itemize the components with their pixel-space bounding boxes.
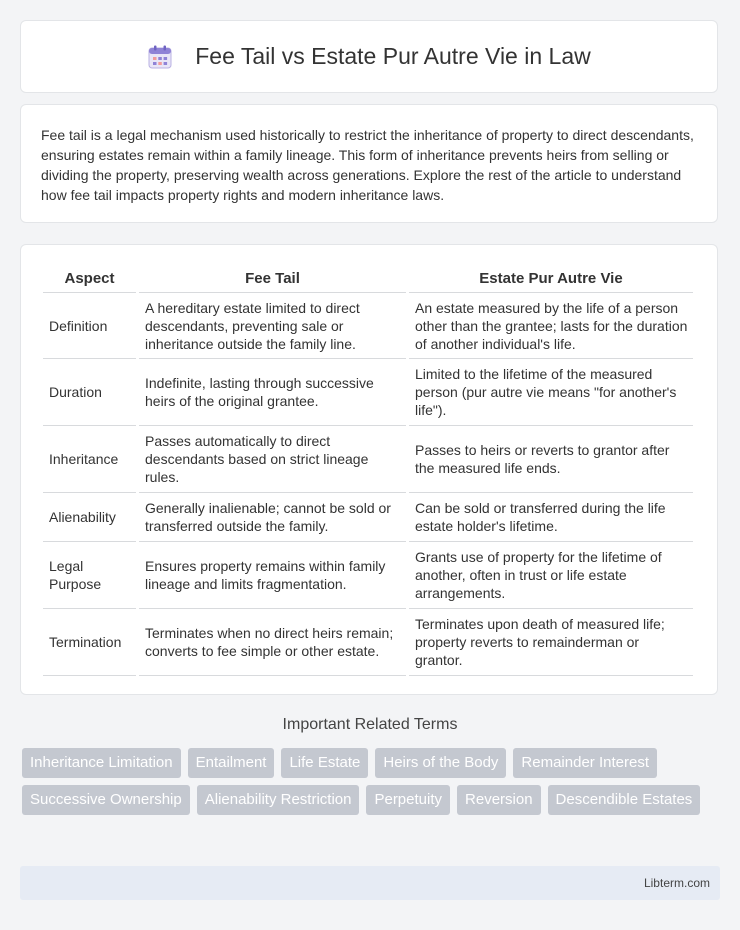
intro-card [20,104,718,223]
cell-pur-autre-vie: Can be sold or transferred during the life estate holder's lifetime. [409,493,693,542]
table-row [43,359,693,426]
cell-fee-tail: A hereditary estate limited to direct descendants, preventing sale or inheritance outside the family line. [139,293,406,359]
cell-fee-tail: Ensures property remains within family lineage and limits fragmentation. [139,542,406,609]
related-term-chip[interactable]: Inheritance Limitation [22,748,181,778]
comparison-table-card [20,244,718,695]
related-term-chip[interactable]: Descendible Estates [548,785,701,815]
cell-aspect: Definition [43,293,136,359]
cell-aspect: Termination [43,609,136,676]
related-term-chip[interactable]: Alienability Restriction [197,785,360,815]
cell-aspect: Duration [43,359,136,426]
related-term-chip[interactable]: Heirs of the Body [375,748,506,778]
related-term-chip[interactable]: Entailment [188,748,275,778]
calendar-icon [147,44,173,70]
comparison-table [40,267,696,676]
table-row [43,426,693,493]
cell-fee-tail: Generally inalienable; cannot be sold or transferred outside the family. [139,493,406,542]
related-term-chip[interactable]: Reversion [457,785,541,815]
header-card [20,20,718,93]
cell-fee-tail: Passes automatically to direct descendants based on strict lineage rules. [139,426,406,493]
table-row [43,542,693,609]
cell-aspect: Inheritance [43,426,136,493]
related-terms-list [22,748,722,822]
cell-pur-autre-vie: An estate measured by the life of a person other than the grantee; lasts for the duration of another individual's life. [409,293,693,359]
cell-pur-autre-vie: Passes to heirs or reverts to grantor after the measured life ends. [409,426,693,493]
cell-pur-autre-vie: Terminates upon death of measured life; property reverts to remainderman or grantor. [409,609,693,676]
related-term-chip[interactable]: Successive Ownership [22,785,190,815]
intro-paragraph: Fee tail is a legal mechanism used historically to restrict the inheritance of property to direct descendants, ensuring estates remain within a family lineage. This form of inheritance prevents heirs from selling or dividing the property, preserving wealth across generations. Explore the rest of the article to understand how fee tail impacts property rights and modern inheritance laws. [41,127,694,203]
table-row [43,493,693,542]
related-term-chip[interactable]: Life Estate [281,748,368,778]
page-title: Fee Tail vs Estate Pur Autre Vie in Law [195,43,591,69]
cell-fee-tail: Indefinite, lasting through successive heirs of the original grantee. [139,359,406,426]
table-row [43,293,693,359]
footer [20,866,720,900]
column-header-fee-tail: Fee Tail [139,267,406,293]
column-header-aspect: Aspect [43,267,136,293]
table-row [43,609,693,676]
related-term-chip[interactable]: Remainder Interest [513,748,657,778]
column-header-pur-autre-vie: Estate Pur Autre Vie [409,267,693,293]
related-term-chip[interactable]: Perpetuity [366,785,450,815]
cell-aspect: Alienability [43,493,136,542]
cell-fee-tail: Terminates when no direct heirs remain; converts to fee simple or other estate. [139,609,406,676]
cell-pur-autre-vie: Limited to the lifetime of the measured person (pur autre vie means "for another's life"). [409,359,693,426]
related-terms-heading: Important Related Terms [282,716,458,733]
cell-aspect: Legal Purpose [43,542,136,609]
cell-pur-autre-vie: Grants use of property for the lifetime of another, often in trust or life estate arrangements. [409,542,693,609]
footer-brand-link[interactable]: Libterm.com [643,876,710,890]
table-header-row [43,267,693,293]
